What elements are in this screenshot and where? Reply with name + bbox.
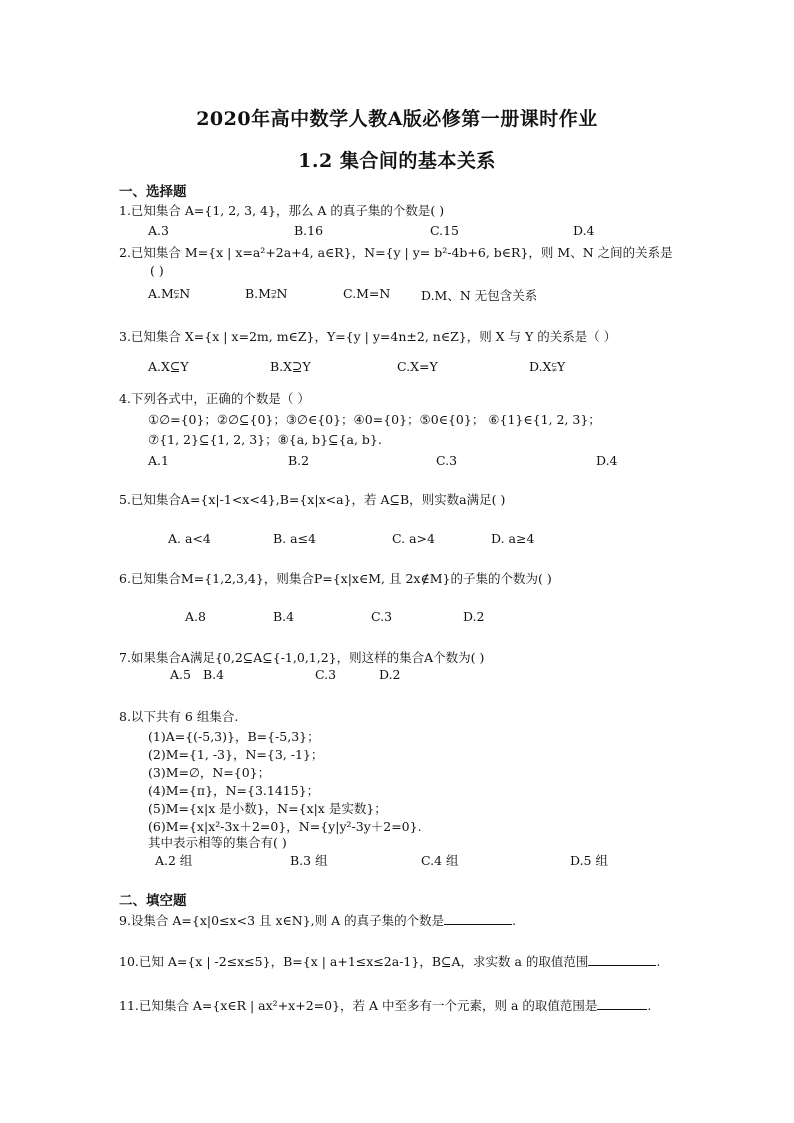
q1-option-c: C.15 [430,223,459,238]
q1-option-a: A.3 [148,223,169,238]
q6-option-c: C.3 [371,609,393,624]
q10-end: . [656,954,661,969]
q3-option-c: C.X=Y [397,359,438,374]
q10-stem: 10.已知 A={x | -2≤x≤5}，B={x | a+1≤x≤2a-1}，B⊆A，求实数 a 的取值范围 [119,954,589,969]
q7-option-a: A.5 [170,667,191,682]
q1-option-b: B.16 [294,223,324,238]
q8-option-b: B.3 组 [290,853,328,868]
q6-option-b: B.4 [273,609,295,624]
question-2-paren: ( ) [150,263,164,278]
q4-option-b: B.2 [288,453,310,468]
q4-line-1: ①∅={0}；②∅⊆{0}；③∅∈{0}；④0={0}；⑤0∈{0}； ⑥{1}∈{1, 2, 3}； [148,412,601,427]
question-7: 7.如果集合A满足{0,2⊆A⊆{-1,0,1,2}，则这样的集合A个数为( ) [119,650,485,665]
q8-item-3: (3)M=∅，N={0}； [148,765,271,780]
q6-option-d: D.2 [463,609,485,624]
q9-end: . [512,913,517,928]
q8-item-2: (2)M={1, -3}，N={3, -1}； [148,747,324,762]
page-title: 2020年高中数学人教A版必修第一册课时作业 [196,108,598,130]
q6-option-a: A.8 [185,609,206,624]
q11-stem: 11.已知集合 A={x∈R | ax²+x+2=0}，若 A 中至多有一个元素，则 a 的取值范围是 [119,998,598,1013]
question-3: 3.已知集合 X={x | x=2m, m∈Z}，Y={y | y=4n±2, n∈Z}，则 X 与 Y 的关系是（ ） [119,329,617,344]
question-5: 5.已知集合A={x|-1<x<4},B={x|x<a}，若 A⊆B，则实数a满足( ) [119,492,506,507]
q3-option-d: D.X⫋Y [529,359,566,374]
q4-option-a: A.1 [148,453,169,468]
q9-answer-blank[interactable] [444,913,512,925]
question-10 [119,952,660,970]
q2-option-b: B.M⫌N [245,286,288,301]
question-11 [119,996,651,1014]
page-subtitle: 1.2 集合间的基本关系 [298,150,496,172]
question-9 [119,911,516,929]
q11-answer-blank[interactable] [597,998,647,1010]
q5-option-c: C. a>4 [392,531,435,546]
q8-option-c: C.4 组 [421,853,459,868]
q5-option-d: D. a≥4 [491,531,535,546]
q2-option-d: D.M、N 无包含关系 [421,288,538,303]
q8-item-6: (6)M={x|x²-3x＋2=0}，N={y|y²-3y＋2=0}. [148,819,422,834]
q5-option-a: A. a<4 [168,531,211,546]
q10-answer-blank[interactable] [588,954,656,966]
q7-option-c: C.3 [315,667,337,682]
q1-option-d: D.4 [573,223,595,238]
q2-option-a: A.M⫋N [148,286,191,301]
question-2: 2.已知集合 M={x | x=a²+2a+4, a∈R}，N={y | y= b²-4b+6, b∈R}，则 M、N 之间的关系是 [119,245,673,260]
q3-option-b: B.X⊇Y [270,359,311,374]
q4-option-d: D.4 [596,453,618,468]
section-fill: 二、填空题 [119,893,187,909]
section-choice: 一、选择题 [119,184,187,200]
q3-option-a: A.X⊆Y [148,359,189,374]
q8-option-d: D.5 组 [570,853,608,868]
question-8: 8.以下共有 6 组集合. [119,709,239,724]
q8-item-5: (5)M={x|x 是小数}，N={x|x 是实数}； [148,801,387,816]
q7-option-b: B.4 [203,667,225,682]
q7-option-d: D.2 [379,667,401,682]
q8-item-1: (1)A={(-5,3)}，B={-5,3}； [148,729,320,744]
q5-option-b: B. a≤4 [273,531,317,546]
q8-option-a: A.2 组 [155,853,193,868]
q8-item-4: (4)M={π}，N={3.1415}； [148,783,320,798]
question-6: 6.已知集合M={1,2,3,4}，则集合P={x|x∈M, 且 2x∉M}的子集的个数为( ) [119,571,552,586]
q2-option-c: C.M=N [343,286,391,301]
q9-stem: 9.设集合 A={x|0≤x<3 且 x∈N},则 A 的真子集的个数是 [119,913,445,928]
question-1: 1.已知集合 A={1, 2, 3, 4}，那么 A 的真子集的个数是( ) [119,203,445,218]
question-4: 4.下列各式中，正确的个数是（ ） [119,391,310,406]
q4-option-c: C.3 [436,453,458,468]
q8-ask: 其中表示相等的集合有( ) [148,835,287,850]
q11-end: . [647,998,652,1013]
q4-line-2: ⑦{1, 2}⊆{1, 2, 3}；⑧{a, b}⊆{a, b}. [148,432,382,447]
